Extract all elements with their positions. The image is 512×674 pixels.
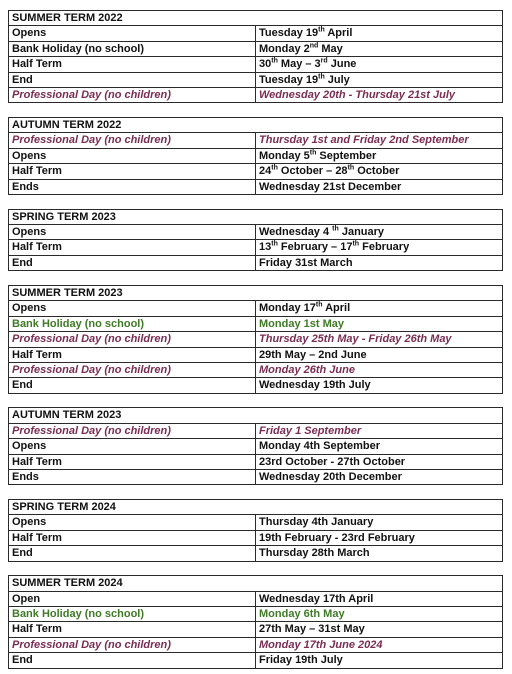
term-row-label: Half Term [9,240,256,255]
date-ordinal-suffix: th [332,225,339,233]
date-ordinal-suffix: th [309,149,317,157]
term-row [9,530,503,545]
term-row-date [256,57,503,72]
date-text: July [324,73,350,86]
term-row [9,26,503,41]
date-text: 19th February - 23rd February [259,531,415,544]
term-row-label: End [9,378,256,393]
term-title: SUMMER TERM 2024 [9,576,503,591]
term-row [9,332,503,347]
term-title-row [9,576,503,591]
date-ordinal-suffix: nd [309,42,319,50]
term-spacer [8,394,503,408]
date-text: Thursday 28th March [259,547,370,560]
date-text: Wednesday 17th April [259,592,374,605]
term-title-row [9,285,503,300]
term-row-date [256,316,503,331]
date-text: April [322,302,351,315]
date-ordinal-suffix: th [318,72,325,80]
term-row-label: Half Term [9,622,256,637]
date-text: Monday 1st May [259,317,344,330]
date-ordinal-suffix: th [271,57,278,65]
date-ordinal-suffix: th [352,240,360,248]
term-title: SUMMER TERM 2022 [9,11,503,26]
date-text: 13 [259,241,272,254]
date-text: Monday 17 [259,302,316,315]
term-row-label: Half Term [9,164,256,179]
term-row-label: Opens [9,301,256,316]
term-row-label: Opens [9,148,256,163]
date-text: Friday 1 September [259,424,362,437]
term-row-date [256,240,503,255]
term-row-label: Opens [9,225,256,240]
term-spacer [8,562,503,576]
term-row-label: Professional Day (no children) [9,133,256,148]
term-row-label: Half Term [9,57,256,72]
date-ordinal-suffix: th [271,164,278,172]
term-table [8,407,503,485]
term-table [8,575,503,668]
term-title: SPRING TERM 2024 [9,499,503,514]
term-row [9,439,503,454]
date-ordinal-suffix: th [315,301,323,309]
term-row [9,606,503,621]
term-row [9,164,503,179]
date-text: Tuesday 19 [259,27,319,40]
date-text: 30 [259,58,272,71]
term-table [8,117,503,195]
term-row-date [256,41,503,56]
term-row-date [256,255,503,270]
date-text: Wednesday 4 [259,226,333,239]
term-row [9,133,503,148]
date-text: Monday 17th June 2024 [259,638,383,651]
date-text: Wednesday 21st December [259,180,402,193]
term-row [9,240,503,255]
term-row [9,591,503,606]
term-row-label: Professional Day (no children) [9,637,256,652]
term-row-date [256,164,503,179]
term-row [9,316,503,331]
term-row-date [256,530,503,545]
term-row-date [256,179,503,194]
term-row [9,653,503,668]
term-spacer [8,271,503,285]
term-row-label: Ends [9,469,256,484]
term-row [9,225,503,240]
term-row-date [256,347,503,362]
date-text: Tuesday 19 [259,73,319,86]
term-row-date [256,591,503,606]
date-text: Friday 31st March [259,256,353,269]
date-text: Thursday 25th May - Friday 26th May [259,333,452,346]
term-row-label: Half Term [9,530,256,545]
term-row [9,88,503,103]
date-text: February [359,241,410,254]
date-text: May – 3 [277,58,321,71]
term-spacer [8,195,503,209]
term-row [9,301,503,316]
date-text: Wednesday 20th - Thursday 21st July [259,89,456,102]
date-text: Wednesday 19th July [259,379,371,392]
term-row [9,148,503,163]
date-text: May [318,42,343,55]
date-text: Thursday 4th January [259,516,374,529]
date-text: 29th May – 2nd June [259,348,367,361]
date-text: Monday 5 [259,149,310,162]
term-row-date [256,332,503,347]
term-table [8,209,503,272]
term-row-date [256,439,503,454]
term-row-label: Open [9,591,256,606]
term-row-date [256,423,503,438]
term-row-label: Professional Day (no children) [9,88,256,103]
date-text: Friday 19th July [259,654,343,667]
term-row-date [256,72,503,87]
term-spacer [8,103,503,117]
term-row [9,72,503,87]
term-row-label: End [9,255,256,270]
term-row [9,546,503,561]
date-ordinal-suffix: th [318,26,325,34]
term-row-date [256,133,503,148]
term-title: AUTUMN TERM 2022 [9,118,503,133]
term-row-label: End [9,653,256,668]
term-row-label: Half Term [9,454,256,469]
date-text: September [316,149,377,162]
term-row-date [256,637,503,652]
term-row-date [256,469,503,484]
term-row-label: Professional Day (no children) [9,362,256,377]
term-title-row [9,209,503,224]
term-row-label: Professional Day (no children) [9,332,256,347]
term-row-date [256,622,503,637]
date-text: October – 28 [277,165,348,178]
term-row [9,469,503,484]
term-row-label: Opens [9,26,256,41]
term-title-row [9,499,503,514]
term-row-date [256,362,503,377]
date-text: Wednesday 20th December [259,470,402,483]
term-row-label: Bank Holiday (no school) [9,606,256,621]
date-text: 24 [259,165,272,178]
term-row-date [256,606,503,621]
term-title: AUTUMN TERM 2023 [9,408,503,423]
date-text: Thursday 1st and Friday 2nd September [259,134,469,147]
date-text: Monday 6th May [259,607,345,620]
term-row [9,622,503,637]
term-row-date [256,301,503,316]
term-row-label: End [9,546,256,561]
term-row-label: Professional Day (no children) [9,423,256,438]
term-title-row [9,408,503,423]
term-row-date [256,26,503,41]
term-title: SPRING TERM 2023 [9,209,503,224]
term-table [8,10,503,103]
term-row-date [256,515,503,530]
date-text: February – 17 [277,241,353,254]
date-ordinal-suffix: rd [320,57,328,65]
term-row-date [256,148,503,163]
term-title-row [9,118,503,133]
term-row [9,423,503,438]
term-table [8,499,503,562]
term-row-label: Bank Holiday (no school) [9,316,256,331]
term-row [9,41,503,56]
term-row [9,454,503,469]
date-text: 27th May – 31st May [259,623,365,636]
term-row-label: Bank Holiday (no school) [9,41,256,56]
term-row [9,378,503,393]
date-text: Monday 4th September [259,440,381,453]
date-text: 23rd October - 27th October [259,455,406,468]
term-row-label: Ends [9,179,256,194]
term-row-label: Opens [9,515,256,530]
term-row [9,255,503,270]
term-title: SUMMER TERM 2023 [9,285,503,300]
term-row-date [256,88,503,103]
term-row [9,57,503,72]
date-text: October [354,165,400,178]
date-ordinal-suffix: th [347,164,355,172]
term-spacer [8,485,503,499]
term-row [9,362,503,377]
term-title-row [9,11,503,26]
term-row-label: End [9,72,256,87]
term-row-label: Opens [9,439,256,454]
term-row [9,347,503,362]
term-table [8,285,503,394]
term-row [9,179,503,194]
term-row-date [256,653,503,668]
term-row-date [256,225,503,240]
date-text: Monday 26th June [259,363,355,376]
term-row-date [256,546,503,561]
term-row [9,515,503,530]
date-text: June [327,58,357,71]
date-text: January [338,226,385,239]
term-row-date [256,378,503,393]
date-text: Monday 2 [259,42,310,55]
term-dates-document [8,10,503,669]
term-row-date [256,454,503,469]
term-row [9,637,503,652]
date-ordinal-suffix: th [271,240,278,248]
date-text: April [324,27,353,40]
term-row-label: Half Term [9,347,256,362]
